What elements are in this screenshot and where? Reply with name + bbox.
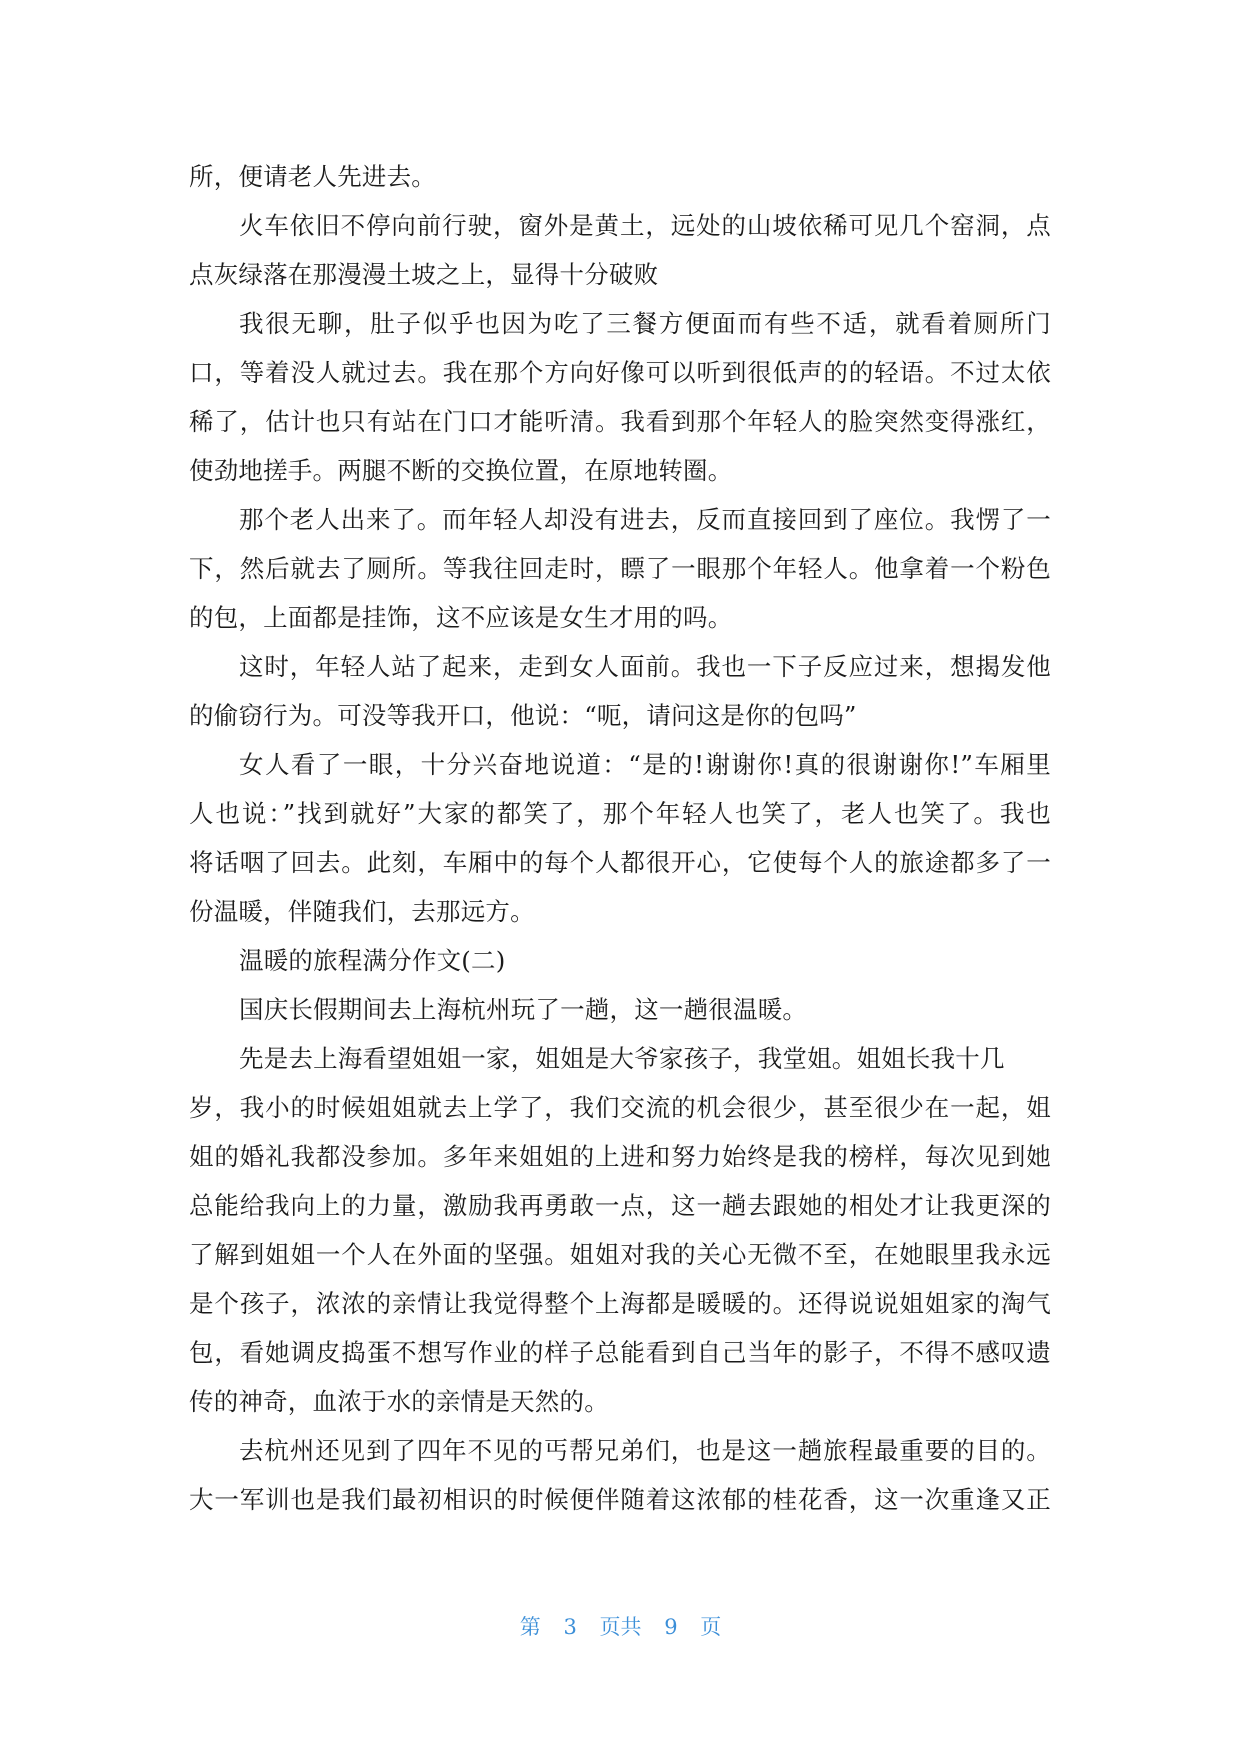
footer-middle: 页共 <box>599 1615 642 1639</box>
text-line: 岁，我小的时候姐姐就去上学了，我们交流的机会很少，甚至很少在一起，姐 <box>189 1093 1051 1122</box>
text-line: 点灰绿落在那漫漫土坡之上，显得十分破败 <box>189 260 659 289</box>
current-page-number: 3 <box>563 1615 577 1639</box>
text-line: 总能给我向上的力量，激励我再勇敢一点，这一趟去跟她的相处才让我更深的 <box>189 1191 1051 1220</box>
text-line: 份温暖，伴随我们，去那远方。 <box>189 897 535 926</box>
text-line: 的偷窃行为。可没等我开口，他说：“呃，请问这是你的包吗” <box>189 701 857 730</box>
text-line: 了解到姐姐一个人在外面的坚强。姐姐对我的关心无微不至，在她眼里我永远 <box>189 1240 1051 1269</box>
text-line: 是个孩子，浓浓的亲情让我觉得整个上海都是暖暖的。还得说说姐姐家的淘气 <box>189 1289 1051 1318</box>
text-line: 使劲地搓手。两腿不断的交换位置，在原地转圈。 <box>189 456 733 485</box>
text-line: 火车依旧不停向前行驶，窗外是黄土，远处的山坡依稀可见几个窑洞，点 <box>239 211 1051 240</box>
total-page-count: 9 <box>664 1615 678 1639</box>
text-line: 先是去上海看望姐姐一家，姐姐是大爷家孩子，我堂姐。姐姐长我十几 <box>239 1044 1005 1073</box>
text-line: 稀了，估计也只有站在门口才能听清。我看到那个年轻人的脸突然变得涨红， <box>189 407 1051 436</box>
text-line: 将话咽了回去。此刻，车厢中的每个人都很开心，它使每个人的旅途都多了一 <box>189 848 1051 877</box>
body-text <box>189 152 1051 1524</box>
text-line: 人也说：”找到就好”大家的都笑了，那个年轻人也笑了，老人也笑了。我也 <box>189 799 1051 828</box>
text-line: 那个老人出来了。而年轻人却没有进去，反而直接回到了座位。我愣了一 <box>239 505 1051 534</box>
text-line: 所，便请老人先进去。 <box>189 162 436 191</box>
text-line: 下，然后就去了厕所。等我往回走时，瞟了一眼那个年轻人。他拿着一个粉色 <box>189 554 1051 583</box>
text-line: 口，等着没人就过去。我在那个方向好像可以听到很低声的的轻语。不过太依 <box>189 358 1051 387</box>
text-line: 姐的婚礼我都没参加。多年来姐姐的上进和努力始终是我的榜样，每次见到她 <box>189 1142 1051 1171</box>
text-line: 包，看她调皮捣蛋不想写作业的样子总能看到自己当年的影子，不得不感叹遗 <box>189 1338 1051 1367</box>
footer-suffix: 页 <box>700 1615 722 1639</box>
text-line: 的包，上面都是挂饰，这不应该是女生才用的吗。 <box>189 603 733 632</box>
text-line: 这时，年轻人站了起来，走到女人面前。我也一下子反应过来，想揭发他 <box>239 652 1051 681</box>
footer-prefix: 第 <box>519 1615 541 1639</box>
page-number-footer <box>0 1611 1241 1641</box>
section-heading: 温暖的旅程满分作文(二) <box>239 946 506 975</box>
text-line: 传的神奇，血浓于水的亲情是天然的。 <box>189 1387 609 1416</box>
text-line: 大一军训也是我们最初相识的时候便伴随着这浓郁的桂花香，这一次重逢又正 <box>189 1485 1051 1514</box>
text-line: 去杭州还见到了四年不见的丐帮兄弟们，也是这一趟旅程最重要的目的。 <box>239 1436 1051 1465</box>
text-line: 国庆长假期间去上海杭州玩了一趟，这一趟很温暖。 <box>239 995 808 1024</box>
text-line: 女人看了一眼，十分兴奋地说道：“是的!谢谢你!真的很谢谢你!”车厢里 <box>239 750 1051 779</box>
text-line: 我很无聊，肚子似乎也因为吃了三餐方便面而有些不适，就看着厕所门 <box>239 309 1051 338</box>
